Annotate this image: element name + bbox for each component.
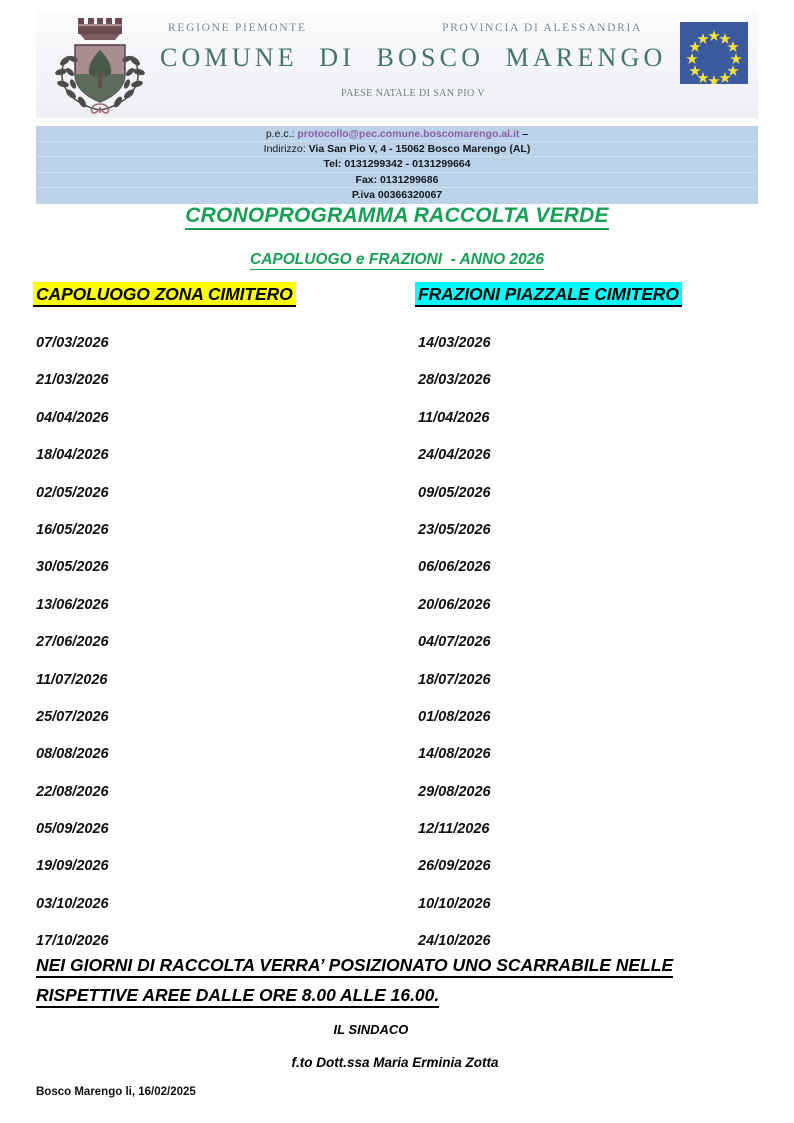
collection-date-cell: 18/07/2026 xyxy=(418,671,491,688)
collection-date-cell: 07/03/2026 xyxy=(36,335,109,351)
collection-date-cell: 09/05/2026 xyxy=(418,484,491,501)
address-label: Indirizzo: xyxy=(263,143,309,156)
address-value: Via San Pio V, 4 - 15062 Bosco Marengo (AL) xyxy=(308,143,531,156)
collection-date-cell: 30/05/2026 xyxy=(36,559,109,576)
document-title-text: CRONOPROGRAMMA RACCOLTA VERDE xyxy=(185,204,608,230)
contact-info-band xyxy=(36,126,758,204)
collection-date-cell: 14/03/2026 xyxy=(418,335,491,351)
collection-date-cell: 25/07/2026 xyxy=(36,708,109,725)
collection-date-cell: 20/06/2026 xyxy=(418,596,491,613)
collection-date-cell: 29/08/2026 xyxy=(418,783,491,800)
pec-label: p.e.c.: xyxy=(265,128,298,140)
column-header-capoluogo-text: CAPOLUOGO ZONA CIMITERO xyxy=(33,282,296,307)
collection-date-cell: 17/10/2026 xyxy=(36,933,109,950)
contact-pec-line xyxy=(36,127,758,142)
column-header-frazioni-text: FRAZIONI PIAZZALE CIMITERO xyxy=(415,282,682,307)
collection-date-cell: 08/08/2026 xyxy=(36,746,109,763)
collection-date-cell: 26/09/2026 xyxy=(418,858,491,875)
collection-date-cell: 04/07/2026 xyxy=(418,634,491,651)
notice-line-1-text: NEI GIORNI DI RACCOLTA VERRA’ POSIZIONATO UNO SCARRABILE NELLE xyxy=(36,955,673,978)
notice-line-2-text: RISPETTIVE AREE DALLE ORE 8.00 ALLE 16.00. xyxy=(36,985,439,1008)
place-and-date: Bosco Marengo li, 16/02/2025 xyxy=(36,1086,196,1098)
coat-of-arms-icon xyxy=(42,12,158,116)
collection-date-cell: 24/04/2026 xyxy=(418,447,491,464)
collection-date-cell: 19/09/2026 xyxy=(36,858,109,875)
notice-line-2 xyxy=(36,980,766,1010)
collection-date-cell: 04/04/2026 xyxy=(36,409,109,426)
collection-date-cell: 11/04/2026 xyxy=(418,409,490,426)
column-header-capoluogo xyxy=(33,284,296,305)
letterhead-text xyxy=(160,10,666,118)
pec-email-link[interactable]: protocollo@pec.comune.boscomarengo.al.it xyxy=(297,128,520,140)
signature-role: IL SINDACO xyxy=(333,1022,409,1037)
collection-date-cell: 05/09/2026 xyxy=(36,821,109,838)
collection-date-cell: 11/07/2026 xyxy=(36,671,108,688)
collection-date-cell: 23/05/2026 xyxy=(418,521,491,538)
notice-line-1 xyxy=(36,950,766,980)
document-subtitle xyxy=(0,251,794,269)
contact-vat-line: P.iva 00366320067 xyxy=(351,188,443,201)
municipality-title: COMUNE DI BOSCO MARENGO xyxy=(160,43,667,72)
contact-tel-line: Tel: 0131299342 - 0131299664 xyxy=(36,157,758,172)
date-column-capoluogo xyxy=(36,325,109,961)
collection-date-cell: 14/08/2026 xyxy=(418,746,491,763)
collection-date-cell: 24/10/2026 xyxy=(418,933,491,950)
document-subtitle-text: CAPOLUOGO e FRAZIONI - ANNO 2026 xyxy=(250,251,544,268)
contact-fax-line: Fax: 0131299686 xyxy=(36,173,758,188)
region-label: REGIONE PIEMONTE xyxy=(168,22,307,34)
collection-date-cell: 18/04/2026 xyxy=(36,447,109,464)
collection-date-cell: 22/08/2026 xyxy=(36,783,109,800)
collection-date-cell: 21/03/2026 xyxy=(36,372,109,389)
notice-text xyxy=(36,950,766,1010)
date-column-frazioni xyxy=(418,325,491,961)
collection-date-cell: 01/08/2026 xyxy=(418,708,491,725)
contact-address-line xyxy=(36,142,758,157)
collection-date-cell: 06/06/2026 xyxy=(418,559,491,576)
collection-date-cell: 28/03/2026 xyxy=(418,372,491,389)
municipality-motto: PAESE NATALE DI SAN PIO V xyxy=(341,88,485,99)
collection-schedule xyxy=(0,325,794,950)
pec-suffix: – xyxy=(519,128,529,140)
signature-name: f.to Dott.ssa Maria Erminia Zotta xyxy=(291,1055,499,1070)
column-header-frazioni xyxy=(415,284,682,305)
collection-date-cell: 27/06/2026 xyxy=(36,634,109,651)
document-title xyxy=(0,204,794,228)
collection-date-cell: 12/11/2026 xyxy=(418,821,490,838)
collection-date-cell: 13/06/2026 xyxy=(36,596,109,613)
collection-date-cell: 03/10/2026 xyxy=(36,895,109,912)
european-union-flag-icon xyxy=(680,22,748,84)
collection-date-cell: 16/05/2026 xyxy=(36,521,109,538)
collection-date-cell: 02/05/2026 xyxy=(36,484,109,501)
province-label: PROVINCIA DI ALESSANDRIA xyxy=(442,22,642,34)
letterhead xyxy=(36,10,758,118)
collection-date-cell: 10/10/2026 xyxy=(418,895,491,912)
